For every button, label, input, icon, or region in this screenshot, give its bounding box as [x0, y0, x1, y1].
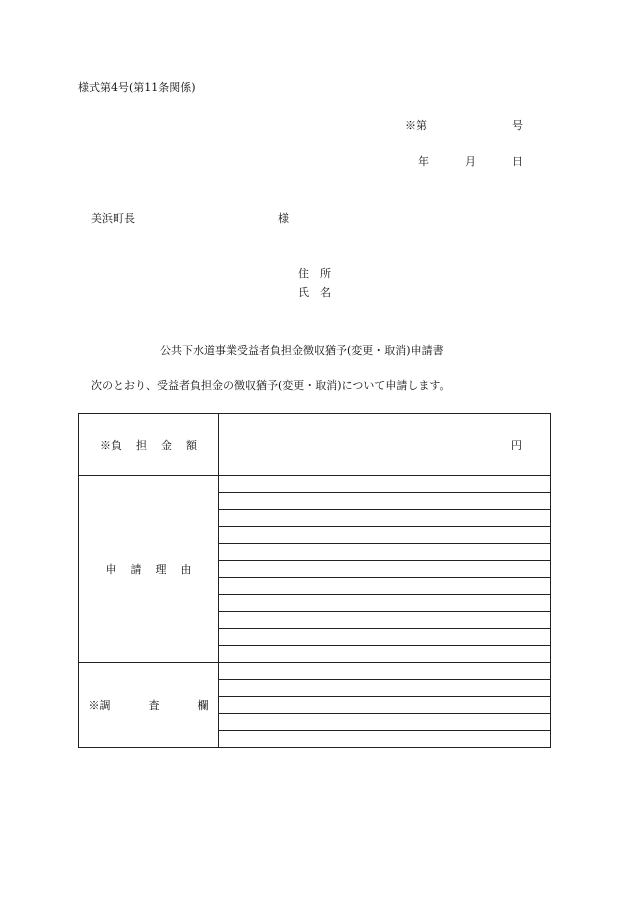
reason-line[interactable]	[219, 510, 551, 527]
reason-label-char: 由	[180, 563, 192, 576]
reason-label-char: 申	[105, 563, 117, 576]
reason-row	[79, 476, 551, 493]
survey-label-char: 欄	[197, 699, 209, 712]
survey-label-char: 査	[148, 699, 160, 712]
survey-row	[79, 663, 551, 680]
amount-label-char: 担	[136, 438, 147, 452]
survey-line[interactable]	[219, 714, 551, 731]
reason-line[interactable]	[219, 595, 551, 612]
survey-line[interactable]	[219, 697, 551, 714]
reason-label-char: 請	[130, 563, 142, 576]
reason-line[interactable]	[219, 629, 551, 646]
date-day-label: 日	[512, 155, 523, 168]
application-table	[78, 413, 551, 748]
survey-line[interactable]	[219, 731, 551, 748]
receipt-number-prefix: ※第	[405, 119, 427, 132]
amount-row	[79, 414, 551, 476]
reason-line[interactable]	[219, 527, 551, 544]
addressee-name: 美浜町長	[91, 212, 135, 225]
reason-line[interactable]	[219, 561, 551, 578]
applicant-name-label: 氏 名	[298, 286, 331, 299]
receipt-number-suffix: 号	[512, 119, 523, 132]
reason-line[interactable]	[219, 544, 551, 561]
addressee-honorific: 様	[278, 212, 289, 225]
intro-text: 次のとおり、受益者負担金の徴収猶予(変更・取消)について申請します。	[91, 379, 451, 392]
reason-line[interactable]	[219, 578, 551, 595]
date-month-label: 月	[465, 155, 476, 168]
reason-line[interactable]	[219, 476, 551, 493]
reason-line[interactable]	[219, 612, 551, 629]
amount-label	[79, 414, 219, 476]
amount-unit: 円	[511, 439, 522, 452]
amount-input[interactable]	[219, 414, 551, 476]
survey-line[interactable]	[219, 663, 551, 680]
applicant-address-label: 住 所	[298, 267, 331, 280]
reason-line[interactable]	[219, 646, 551, 663]
reason-line[interactable]	[219, 493, 551, 510]
reason-label	[79, 476, 219, 663]
survey-label-char: ※調	[88, 699, 111, 712]
amount-label-char: 額	[186, 438, 197, 452]
amount-label-char: 金	[161, 438, 172, 452]
date-year-label: 年	[418, 155, 429, 168]
form-number: 様式第4号(第11条関係)	[78, 81, 196, 94]
reason-label-char: 理	[155, 563, 167, 576]
survey-line[interactable]	[219, 680, 551, 697]
survey-label	[79, 663, 219, 748]
document-title: 公共下水道事業受益者負担金徴収猶予(変更・取消)申請書	[160, 344, 444, 357]
amount-label-char: ※負	[100, 438, 122, 452]
